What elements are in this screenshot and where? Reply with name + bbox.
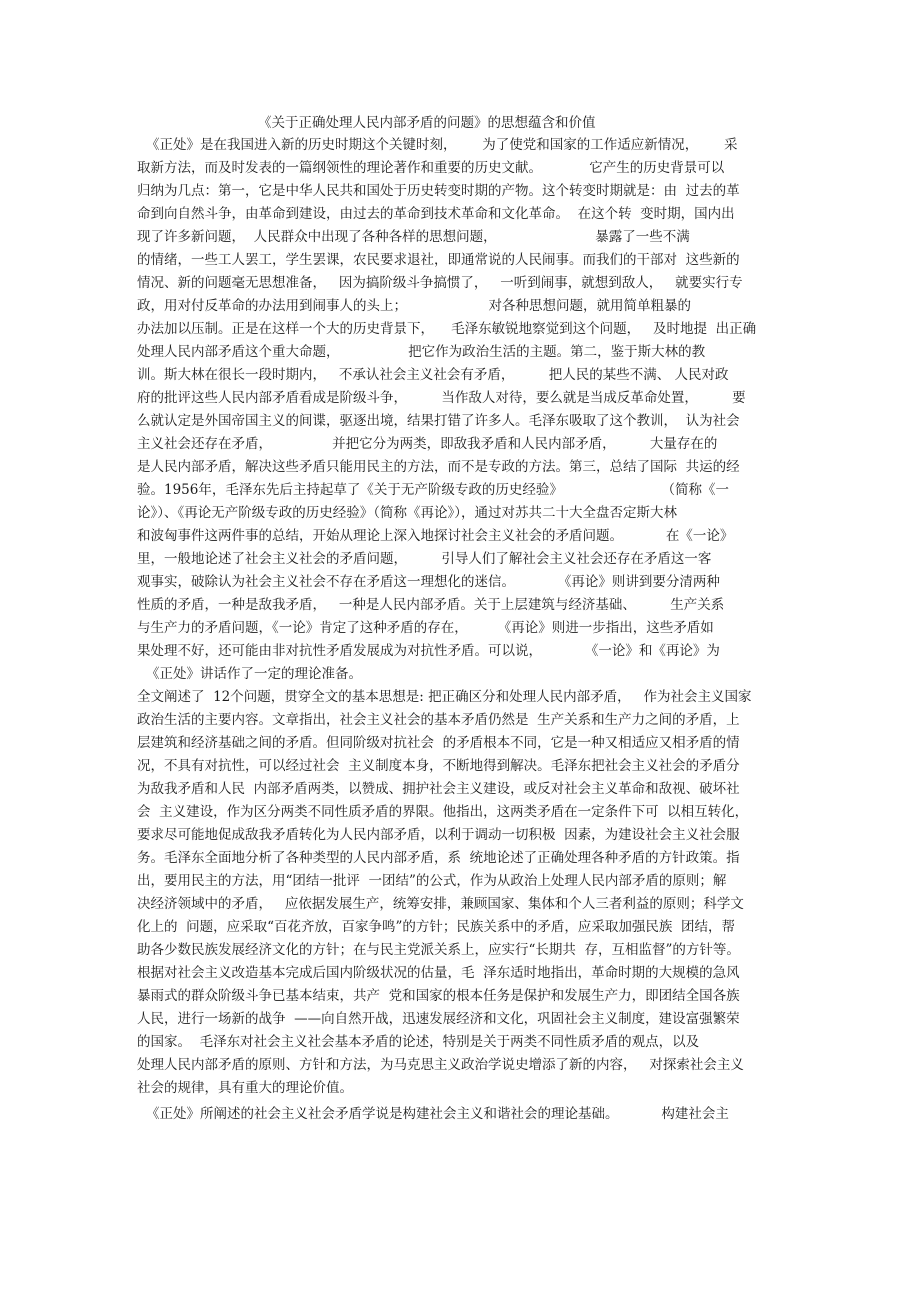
text-line: 情况、新的问题毫无思想准备， 因为搞阶级斗争搞惯了， 一听到闹事，就想到敌人， 就要实行专 bbox=[137, 275, 743, 291]
text-line: 性质的矛盾，一种是敌我矛盾， 一种是人民内部矛盾。关于上层建筑与经济基础、 生产关系 bbox=[137, 597, 725, 613]
text-line: 和波匈事件这两件事的总结，开始从理论上深入地探讨社会主义社会的矛盾问题。 在《一论》 bbox=[137, 528, 734, 544]
text-line: 论》）、《再论无产阶级专政的历史经验》（简称《再论》），通过对苏共二十大全盘否定斯大林 bbox=[137, 505, 677, 521]
text-line: 出，要用民主的方法，用“团结一批评 一团结”的公式，作为从政治上处理人民内部矛盾的原则；解 bbox=[137, 873, 727, 889]
text-line: 么就认定是外国帝国主义的间谍，驱逐出境，结果打错了许多人。毛泽东吸取了这个教训， 认为社会 bbox=[137, 413, 740, 429]
text-line: 里，一般地论述了社会主义社会的矛盾问题， 引导人们了解社会主义社会还存在矛盾这一客 bbox=[137, 551, 712, 567]
text-line: 根据对社会主义改造基本完成后国内阶级状况的估量，毛 泽东适时地指出，革命时期的大规模的急风 bbox=[137, 965, 740, 981]
document-title: 《关于正确处理人民内部矛盾的问题》的思想蕴含和价值 bbox=[258, 115, 596, 131]
text-line: 人民，进行一场新的战争 ——向自然开战，迅速发展经济和文化，巩固社会主义制度，建设富强繁荣 bbox=[137, 1011, 740, 1027]
text-line: 层建筑和经济基础之间的矛盾。但同阶级对抗社会 的矛盾根本不同，它是一种又相适应又相矛盾的情 bbox=[137, 735, 740, 751]
text-line: 务。毛泽东全面地分析了各种类型的人民内部矛盾，系 统地论述了正确处理各种矛盾的方针政策。指 bbox=[137, 850, 740, 866]
text-line: 归纳为几点：第一，它是中华人民共和国处于历史转变时期的产物。这个转变时期就是：由 过去的革 bbox=[137, 183, 740, 199]
text-line: 全文阐述了 12个问题，贯穿全文的基本思想是: 把正确区分和处理人民内部矛盾， 作为社会主义国家 bbox=[137, 689, 752, 705]
text-line: 验。1956年，毛泽东先后主持起草了《关于无产阶级专政的历史经验》 （简称《一 bbox=[137, 482, 730, 498]
text-line: 决经济领域中的矛盾， 应依据发展生产，统筹安排，兼顾国家、集体和个人三者利益的原则；科学文 bbox=[137, 896, 744, 912]
text-line: 为敌我矛盾和人民 内部矛盾两类，以赞成、拥护社会主义建设，或反对社会主义革命和敌视、破坏社 bbox=[137, 781, 740, 797]
text-line: 是人民内部矛盾，解决这些矛盾只能用民主的方法，而不是专政的方法。第三，总结了国际 共运的经 bbox=[137, 459, 740, 475]
text-line: 助各少数民族发展经济文化的方针；在与民主党派关系上，应实行“长期共 存，互相监督”的方针等。 bbox=[137, 942, 740, 958]
text-line: 果处理不好，还可能由非对抗性矛盾发展成为对抗性矛盾。可以说， 《一论》和《再论》为 bbox=[137, 643, 720, 659]
text-line: 处理人民内部矛盾的原则、方针和方法，为马克思主义政治学说史增添了新的内容， 对探索社会主义 bbox=[137, 1057, 744, 1073]
text-line: 政，用对付反革命的办法用到闹事人的头上； 对各种思想问题，就用简单粗暴的 bbox=[137, 298, 692, 314]
text-line: 的国家。 毛泽东对社会主义社会基本矛盾的论述，特别是关于两类不同性质矛盾的观点，以及 bbox=[137, 1034, 700, 1050]
text-line: 与生产力的矛盾问题，《一论》肯定了这种矛盾的存在， 《再论》则进一步指出，这些矛盾如 bbox=[137, 620, 714, 636]
text-line: 训。斯大林在很长一段时期内， 不承认社会主义社会有矛盾， 把人民的某些不满、 人民对政 bbox=[137, 367, 729, 383]
text-line: 观事实，破除认为社会主义社会不存在矛盾这一理想化的迷信。 《再论》则讲到要分清两种 bbox=[137, 574, 720, 590]
text-line: 《正处》是在我国进入新的历史时期这个关键时刻， 为了使党和国家的工作适应新情况， 采 bbox=[146, 137, 738, 153]
text-line: 办法加以压制。正是在这样一个大的历史背景下， 毛泽东敏锐地察觉到这个问题， 及时地提 出正确 bbox=[137, 321, 757, 337]
text-line: 况，不具有对抗性，可以经过社会 主义制度本身，不断地得到解决。毛泽东把社会主义社会的矛盾分 bbox=[137, 758, 740, 774]
text-line: 处理人民内部矛盾这个重大命题， 把它作为政治生活的主题。第二，鉴于斯大林的教 bbox=[137, 344, 706, 360]
text-line: 要求尽可能地促成敌我矛盾转化为人民内部矛盾，以利于调动一切积极 因素，为建设社会主义社会服 bbox=[137, 827, 740, 843]
text-line: 暴雨式的群众阶级斗争已基本结束，共产 党和国家的根本任务是保护和发展生产力，即团结全国各族 bbox=[137, 988, 740, 1004]
text-line: 现了许多新问题， 人民群众中出现了各种各样的思想问题， 暴露了一些不满 bbox=[137, 229, 690, 245]
text-line: 化上的 问题，应采取“百花齐放，百家争鸣”的方针；民族关系中的矛盾，应采取加强民族 团结，帮 bbox=[137, 919, 735, 935]
text-line: 社会的规律，具有重大的理论价值。 bbox=[137, 1080, 353, 1096]
text-line: 府的批评这些人民内部矛盾看成是阶级斗争， 当作敌人对待，要么就是当成反革命处置， 要 bbox=[137, 390, 746, 406]
text-line: 会 主义建设，作为区分两类不同性质矛盾的界限。他指出，这两类矛盾在一定条件下可 以相互转化， bbox=[137, 804, 749, 820]
text-line: 《正处》讲话作了一定的理论准备。 bbox=[146, 666, 362, 682]
text-line: 主义社会还存在矛盾， 并把它分为两类，即敌我矛盾和人民内部矛盾， 大量存在的 bbox=[137, 436, 718, 452]
text-line: 命到向自然斗争，由革命到建设，由过去的革命到技术革命和文化革命。 在这个转 变时期，国内出 bbox=[137, 206, 735, 222]
text-line: 的情绪，一些工人罢工，学生罢课，农民要求退社，即通常说的人民闹事。而我们的干部对 这些新的 bbox=[137, 252, 740, 268]
text-line: 《正处》所阐述的社会主义社会矛盾学说是构建社会主义和谐社会的理论基础。 构建社会主 bbox=[146, 1106, 729, 1122]
text-line: 政治生活的主要内容。文章指出，社会主义社会的基本矛盾仍然是 生产关系和生产力之间的矛盾，上 bbox=[137, 712, 740, 728]
text-line: 取新方法，而及时发表的一篇纲领性的理论著作和重要的历史文献。 它产生的历史背景可以 bbox=[137, 160, 725, 176]
